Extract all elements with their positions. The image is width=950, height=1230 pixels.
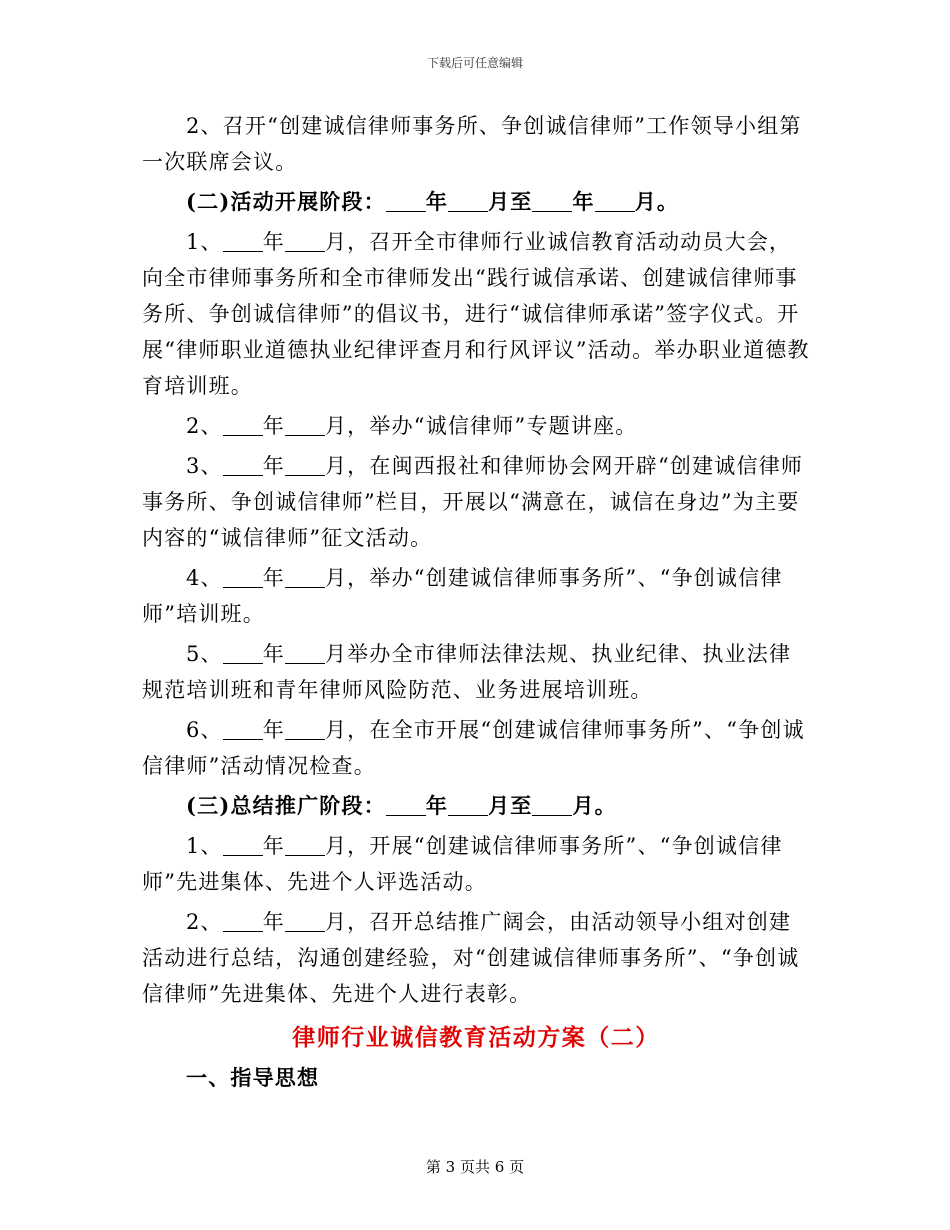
heading-guiding-thought: 一、指导思想: [186, 1065, 320, 1090]
blank-field: [285, 565, 325, 588]
blank-field: [386, 189, 426, 212]
section-label: (三)总结推广阶段：: [186, 793, 386, 818]
document-body: [142, 108, 810, 1100]
year-label: 年: [262, 566, 285, 590]
blank-field: [285, 641, 325, 664]
year-label: 年: [262, 230, 285, 254]
year-label: 年: [425, 793, 449, 818]
paragraph-text: 月，召开总结推广阔会，由活动领导小组对创建活动进行总结，沟通创建经验，对“创建诚信律师事务所”、“争创诚信律师”先进集体、先进个人进行表彰。: [142, 910, 800, 1006]
section-heading-stage-2: [142, 184, 810, 220]
blank-field: [285, 717, 325, 740]
blank-field: [532, 793, 572, 816]
month-label: 月。: [572, 793, 617, 818]
paragraph-text: 月，举办“创建诚信律师事务所”、“争创诚信律师”培训班。: [142, 566, 783, 626]
paragraph: [142, 712, 810, 784]
blank-field: [223, 717, 263, 740]
paragraph: [142, 224, 810, 404]
month-label: 月至: [488, 793, 533, 818]
blank-field: [285, 229, 325, 252]
paragraph-text: 月举办全市律师法律法规、执业纪律、执业法律规范培训班和青年律师风险防范、业务进展培训班。: [142, 642, 792, 702]
month-label: 月至: [488, 189, 533, 214]
blank-field: [223, 413, 263, 436]
paragraph-text: 月，开展“创建诚信律师事务所”、“争创诚信律师”先进集体、先进个人评选活动。: [142, 834, 783, 894]
year-label: 年: [572, 189, 595, 214]
item-number: 6、: [186, 718, 223, 742]
blank-field: [285, 833, 325, 856]
blank-field: [386, 793, 426, 816]
item-number: 3、: [186, 454, 223, 478]
year-label: 年: [262, 718, 285, 742]
paragraph: 2、召开“创建诚信律师事务所、争创诚信律师”工作领导小组第一次联席会议。: [142, 114, 802, 174]
item-number: 5、: [186, 642, 223, 666]
blank-field: [223, 453, 263, 476]
blank-field: [285, 909, 325, 932]
paragraph-text: 月，举办“诚信律师”专题讲座。: [324, 414, 638, 438]
item-number: 1、: [186, 834, 223, 858]
section-label: (二)活动开展阶段：: [186, 189, 386, 214]
blank-field: [223, 641, 263, 664]
year-label: 年: [262, 834, 285, 858]
item-number: 1、: [186, 230, 223, 254]
page-footer: 第 3 页共 6 页: [425, 1158, 525, 1176]
year-label: 年: [425, 189, 449, 214]
blank-field: [448, 793, 488, 816]
year-label: 年: [262, 910, 285, 934]
paragraph-text: 月，在闽西报社和律师协会网开辟“创建诚信律师事务所、争创诚信律师”栏目，开展以“满意在，诚信在身边”为主要内容的“诚信律师”征文活动。: [142, 454, 804, 550]
paragraph: [142, 904, 810, 1012]
paragraph: [142, 408, 810, 444]
item-number: 2、: [186, 910, 223, 934]
month-label: 月。: [634, 189, 680, 214]
blank-field: [223, 229, 263, 252]
page-header: 下载后可任意编辑: [426, 56, 523, 70]
year-label: 年: [262, 642, 285, 666]
blank-field: [532, 189, 572, 212]
year-label: 年: [262, 414, 285, 438]
paragraph-text: 月，召开全市律师行业诚信教育活动动员大会，向全市律师事务所和全市律师发出“践行诚信承诺、创建诚信律师事务所、争创诚信律师”的倡议书，进行“诚信律师承诺”签字仪式。开展“律师职业道德执业纪律评查月和行风评议”活动。举办职业道德教育培训班。: [142, 230, 810, 398]
blank-field: [448, 189, 488, 212]
blank-field: [223, 833, 263, 856]
paragraph: [142, 828, 810, 900]
blank-field: [223, 909, 263, 932]
blank-field: [285, 453, 325, 476]
blank-field: [285, 413, 325, 436]
item-number: 4、: [186, 566, 223, 590]
paragraph: [142, 560, 810, 632]
year-label: 年: [262, 454, 285, 478]
section-title: 律师行业诚信教育活动方案（二）: [292, 1024, 660, 1051]
item-number: 2、: [186, 414, 223, 438]
paragraph: [142, 636, 810, 708]
blank-field: [595, 189, 635, 212]
paragraph-text: 月，在全市开展“创建诚信律师事务所”、“争创诚信律师”活动情况检查。: [142, 718, 805, 778]
section-heading-stage-3: [142, 788, 810, 824]
paragraph: [142, 448, 810, 556]
blank-field: [223, 565, 263, 588]
